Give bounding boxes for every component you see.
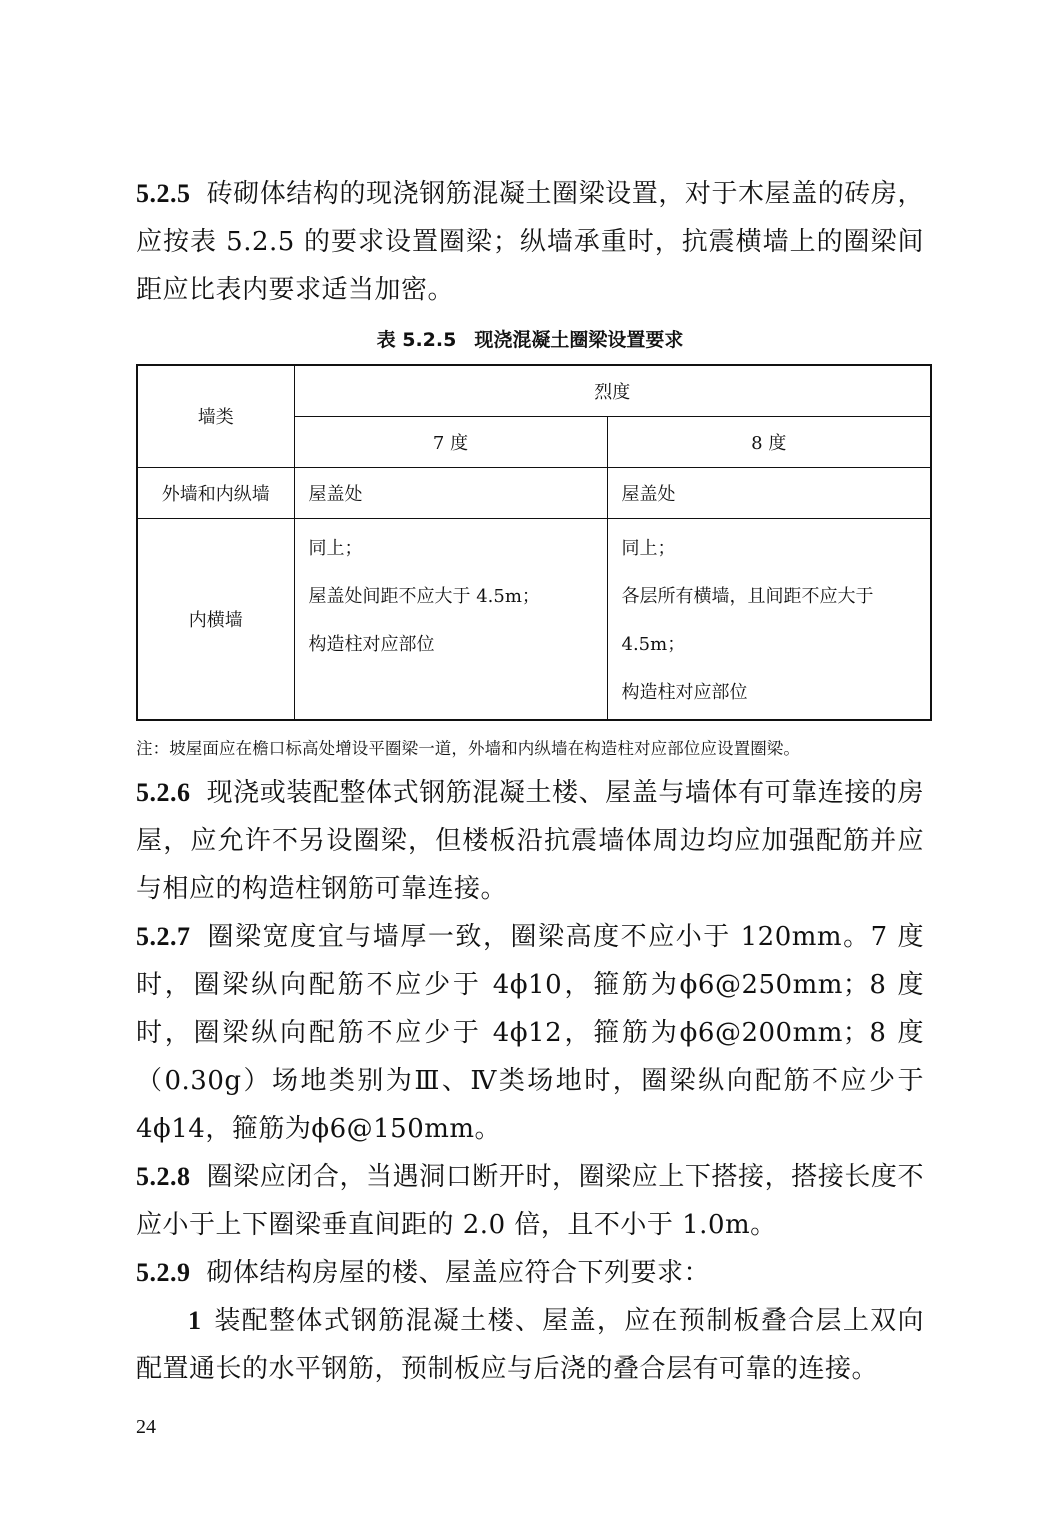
- cell-line: 各层所有横墙，且间距不应大于: [621, 585, 874, 607]
- header-wall-type: 墙类: [137, 365, 294, 467]
- row-8-degree: [607, 518, 931, 720]
- cell-line: 同上；: [308, 537, 363, 559]
- section-number: 5.2.5: [136, 179, 191, 208]
- section-number: 5.2.7: [136, 921, 191, 951]
- page-number: 24: [136, 1416, 156, 1438]
- table-header-row: [137, 365, 931, 416]
- section-text: 砌体结构房屋的楼、屋盖应符合下列要求：: [206, 1257, 711, 1288]
- cell-line: 构造柱对应部位: [308, 633, 435, 655]
- cell-line: 屋盖处间距不应大于 4.5m；: [308, 585, 540, 607]
- table-caption: [136, 326, 924, 354]
- table-note: 注：坡屋面应在檐口标高处增设平圈梁一道，外墙和内纵墙在构造柱对应部位应设置圈梁。: [136, 738, 800, 758]
- section-5-2-9: [136, 1249, 924, 1297]
- section-5-2-8: [136, 1153, 924, 1249]
- row-7-degree: 屋盖处: [294, 467, 607, 518]
- ring-beam-table: [136, 364, 932, 721]
- table-caption-number: 表 5.2.5: [376, 329, 457, 351]
- row-7-degree: [294, 518, 607, 720]
- section-5-2-5: [136, 170, 924, 314]
- section-number: 5.2.9: [136, 1257, 191, 1287]
- row-wall-type: 内横墙: [137, 518, 294, 720]
- row-wall-type: 外墙和内纵墙: [137, 467, 294, 518]
- cell-line: 同上；: [621, 537, 676, 559]
- document-page: [136, 170, 924, 1393]
- item-text: 装配整体式钢筋混凝土楼、屋盖，应在预制板叠合层上双向配置通长的水平钢筋，预制板应与后浇的叠合层有可靠的连接。: [136, 1305, 924, 1384]
- section-number: 5.2.6: [136, 777, 191, 807]
- header-7-degree: 7 度: [294, 416, 607, 467]
- cell-line: 4.5m；: [621, 633, 686, 655]
- section-number: 5.2.8: [136, 1161, 191, 1191]
- section-text: 现浇或装配整体式钢筋混凝土楼、屋盖与墙体有可靠连接的房屋，应允许不另设圈梁，但楼板沿抗震墙体周边均应加强配筋并应与相应的构造柱钢筋可靠连接。: [136, 777, 924, 904]
- header-8-degree: 8 度: [607, 416, 931, 467]
- list-item-1: [136, 1297, 924, 1393]
- section-5-2-7: [136, 913, 924, 1153]
- section-text: 砖砌体结构的现浇钢筋混凝土圈梁设置，对于木屋盖的砖房，应按表 5.2.5 的要求设置圈梁；纵墙承重时，抗震横墙上的圈梁间距应比表内要求适当加密。: [136, 179, 924, 305]
- section-text: 圈梁宽度宜与墙厚一致，圈梁高度不应小于 120mm。7 度时，圈梁纵向配筋不应少于 4ϕ10，箍筋为ϕ6@250mm；8 度时，圈梁纵向配筋不应少于 4ϕ12，箍筋为ϕ6@200mm；8 度（0.30g）场地类别为Ⅲ、Ⅳ类场地时，圈梁纵向配筋不应少于 4ϕ14，箍筋为ϕ6@150mm。: [136, 921, 924, 1144]
- cell-line: 构造柱对应部位: [621, 681, 748, 703]
- table-caption-title: 现浇混凝土圈梁设置要求: [474, 329, 684, 351]
- item-number: 1: [188, 1305, 202, 1335]
- table-row: [137, 467, 931, 518]
- table-row: [137, 518, 931, 720]
- section-text: 圈梁应闭合，当遇洞口断开时，圈梁应上下搭接，搭接长度不应小于上下圈梁垂直间距的 2.0 倍，且不小于 1.0m。: [136, 1161, 924, 1240]
- row-8-degree: 屋盖处: [607, 467, 931, 518]
- section-5-2-6: [136, 769, 924, 913]
- header-intensity: 烈度: [294, 365, 931, 416]
